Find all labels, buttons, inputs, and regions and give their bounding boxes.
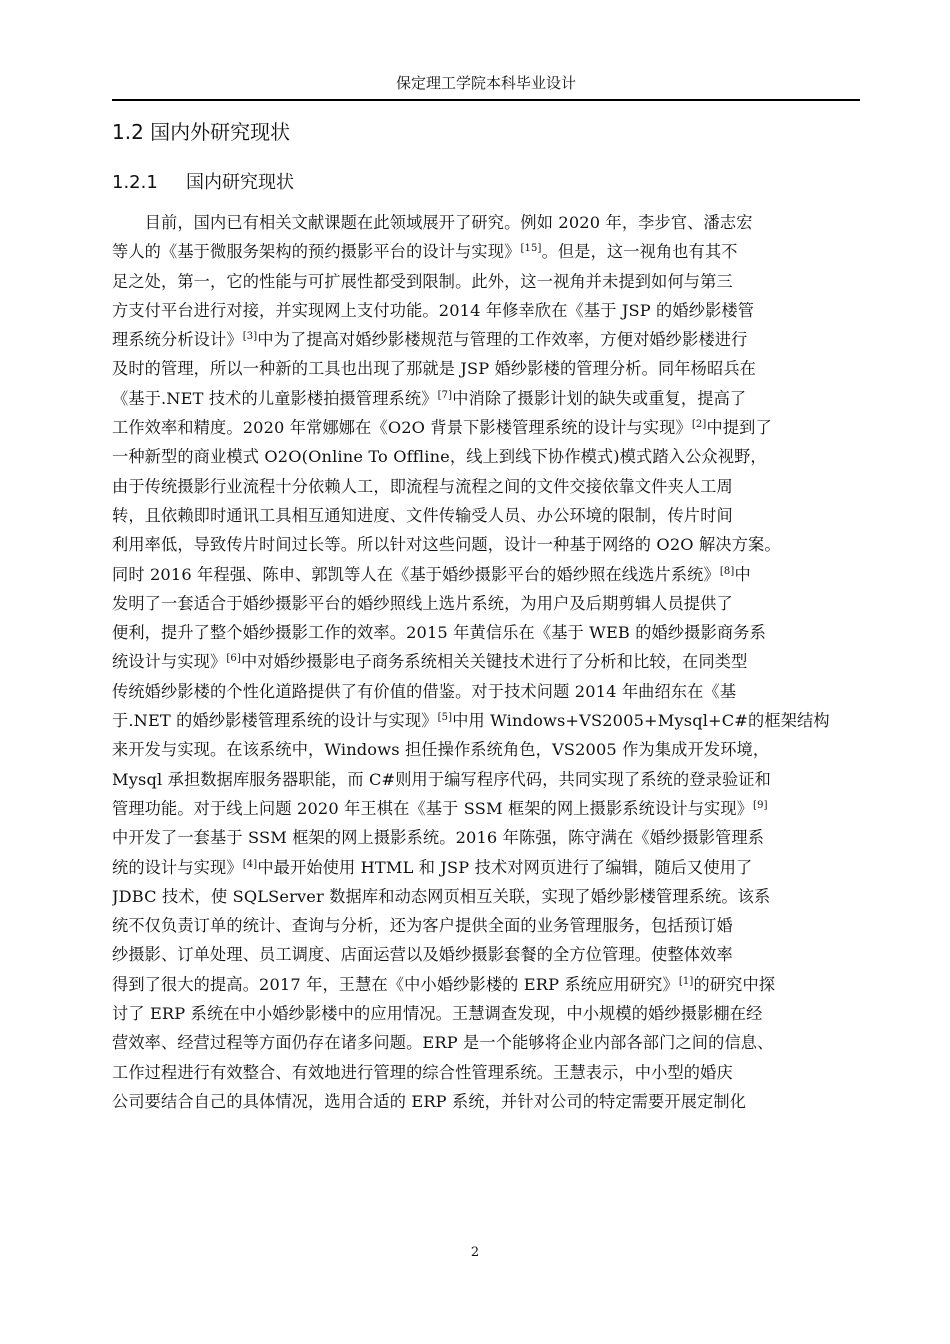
text-segment: Mysql 承担数据库服务器职能，而 C#则用于编写程序代码，共同实现了系统的登录验证和 — [112, 769, 771, 789]
text-line — [112, 765, 860, 794]
text-line — [112, 970, 860, 999]
citation-ref: [8] — [719, 565, 735, 577]
header-divider — [112, 99, 860, 101]
text-segment: 得到了很大的提高。2017 年，王慧在《中小婚纱影楼的 ERP 系统应用研究》 — [112, 974, 679, 994]
text-line — [112, 267, 860, 296]
citation-ref: [15] — [520, 243, 542, 255]
text-segment: 目前，国内已有相关文献课题在此领域展开了研究。例如 2020 年，李步官、潘志宏 — [112, 213, 753, 232]
text-segment: 工作效率和精度。2020 年常娜娜在《O2O 背景下影楼管理系统的设计与实现》 — [112, 418, 692, 438]
text-line — [112, 384, 860, 413]
text-segment: 中开发了一套基于 SSM 框架的网上摄影系统。2016 年陈强，陈守满在《婚纱摄影管理系 — [112, 828, 765, 848]
text-segment: 。但是，这一视角也有其不 — [541, 242, 738, 262]
citation-ref: [1] — [678, 975, 694, 987]
text-segment: 同时 2016 年程强、陈申、郭凯等人在《基于婚纱摄影平台的婚纱照在线选片系统》 — [112, 564, 720, 584]
text-segment: 工作过程进行有效整合、有效地进行管理的综合性管理系统。王慧表示，中小型的婚庆 — [112, 1062, 733, 1082]
text-segment: 中最开始使用 HTML 和 JSP 技术对网页进行了编辑，随后又使用了 — [257, 857, 753, 877]
section-title: 国内外研究现状 — [150, 120, 291, 144]
text-line — [112, 794, 860, 823]
subsection-title: 国内研究现状 — [186, 172, 294, 193]
text-segment: 的研究中探 — [693, 974, 776, 994]
citation-ref: [3] — [242, 331, 258, 343]
text-line — [112, 413, 860, 442]
text-segment: JDBC 技术，使 SQLServer 数据库和动态网页相互关联，实现了婚纱影楼管理系统。该系 — [112, 886, 771, 906]
text-line — [112, 1087, 860, 1116]
text-line — [112, 940, 860, 969]
citation-ref: [9] — [753, 799, 768, 811]
section-number: 1.2 — [112, 120, 144, 144]
text-segment: 等人的《基于微服务架构的预约摄影平台的设计与实现》 — [112, 242, 521, 262]
text-line — [112, 560, 860, 589]
text-segment: 中用 Windows+VS2005+Mysql+C#的框架结构 — [452, 711, 830, 731]
text-line — [112, 1028, 860, 1057]
text-line — [112, 325, 860, 354]
text-segment: 中对婚纱摄影电子商务系统相关关键技术进行了分析和比较，在同类型 — [241, 652, 748, 672]
text-segment: 于.NET 的婚纱影楼管理系统的设计与实现》 — [112, 711, 438, 731]
text-segment: 统设计与实现》 — [112, 652, 227, 672]
text-segment: 利用率低，导致传片时间过长等。所以针对这些问题，设计一种基于网络的 O2O 解决方案。 — [112, 535, 781, 555]
text-segment: 公司要结合自己的具体情况，选用合适的 ERP 系统，并针对公司的特定需要开展定制化 — [112, 1091, 747, 1111]
text-line — [112, 882, 860, 911]
subsection-heading — [112, 170, 294, 196]
text-segment: 统不仅负责订单的统计、查询与分析，还为客户提供全面的业务管理服务，包括预订婚 — [112, 916, 733, 936]
text-line — [112, 589, 860, 618]
text-segment: 管理功能。对于线上问题 2020 年王棋在《基于 SSM 框架的网上摄影系统设计与实现》 — [112, 798, 754, 818]
citation-ref: [5] — [437, 712, 453, 724]
page-number: 2 — [470, 1245, 480, 1260]
citation-ref: [2] — [691, 419, 707, 431]
section-heading — [112, 118, 290, 146]
text-segment: 纱摄影、订单处理、员工调度、店面运营以及婚纱摄影套餐的全方位管理。使整体效率 — [112, 945, 733, 965]
page-header: 保定理工学院本科毕业设计 — [395, 74, 576, 92]
text-segment: 便利，提升了整个婚纱摄影工作的效率。2015 年黄信乐在《基于 WEB 的婚纱摄影商务系 — [112, 623, 766, 643]
citation-ref: [6] — [226, 653, 241, 665]
text-segment: 足之处，第一，它的性能与可扩展性都受到限制。此外，这一视角并未提到如何与第三 — [112, 271, 733, 291]
text-line — [112, 706, 860, 735]
text-segment: 讨了 ERP 系统在中小婚纱影楼中的应用情况。王慧调查发现，中小规模的婚纱摄影棚在经 — [112, 1004, 763, 1024]
text-segment: 《基于.NET 技术的儿童影楼拍摄管理系统》 — [112, 388, 438, 408]
text-line — [112, 354, 860, 383]
text-line — [112, 1058, 860, 1087]
text-line — [112, 501, 860, 530]
text-segment: 及时的管理，所以一种新的工具也出现了那就是 JSP 婚纱影楼的管理分析。同年杨昭兵在 — [112, 359, 756, 379]
text-line — [112, 530, 860, 559]
citation-ref: [7] — [437, 389, 453, 401]
text-segment: 发明了一套适合于婚纱摄影平台的婚纱照线上选片系统，为用户及后期剪辑人员提供了 — [112, 593, 733, 613]
text-line — [112, 823, 860, 852]
text-line — [112, 735, 860, 764]
body-paragraph — [112, 208, 860, 1116]
text-line — [112, 296, 860, 325]
text-segment: 理系统分析设计》 — [112, 330, 243, 350]
text-segment: 来开发与实现。在该系统中，Windows 担任操作系统角色，VS2005 作为集成开发环境， — [112, 740, 770, 760]
text-segment: 方支付平台进行对接，并实现网上支付功能。2014 年修幸欣在《基于 JSP 的婚纱影楼管 — [112, 300, 755, 320]
text-segment: 传统婚纱影楼的个性化道路提供了有价值的借鉴。对于技术问题 2014 年曲绍东在《基 — [112, 681, 737, 701]
text-line — [112, 208, 860, 237]
text-line — [112, 853, 860, 882]
text-segment: 中消除了摄影计划的缺失或重复，提高了 — [452, 388, 747, 408]
text-line — [112, 647, 860, 676]
text-segment: 中为了提高对婚纱影楼规范与管理的工作效率，方便对婚纱影楼进行 — [257, 330, 748, 350]
text-segment: 营效率、经营过程等方面仍存在诸多问题。ERP 是一个能够将企业内部各部门之间的信息、 — [112, 1033, 774, 1053]
text-line — [112, 237, 860, 266]
text-segment: 统的设计与实现》 — [112, 857, 243, 877]
text-line — [112, 911, 860, 940]
text-line — [112, 472, 860, 501]
subsection-number: 1.2.1 — [112, 172, 158, 193]
text-line — [112, 618, 860, 647]
text-line — [112, 442, 860, 471]
text-segment: 转，且依赖即时通讯工具相互通知进度、文件传输受人员、办公环境的限制，传片时间 — [112, 505, 733, 525]
text-line — [112, 677, 860, 706]
text-segment: 中 — [734, 564, 751, 584]
citation-ref: [4] — [242, 858, 258, 870]
text-segment: 由于传统摄影行业流程十分依赖人工，即流程与流程之间的文件交接依靠文件夹人工周 — [112, 476, 733, 496]
text-segment: 一种新型的商业模式 O2O(Online To Offline，线上到线下协作模式)模式踏入公众视野， — [112, 447, 767, 467]
text-segment: 中提到了 — [706, 418, 772, 438]
text-line — [112, 999, 860, 1028]
